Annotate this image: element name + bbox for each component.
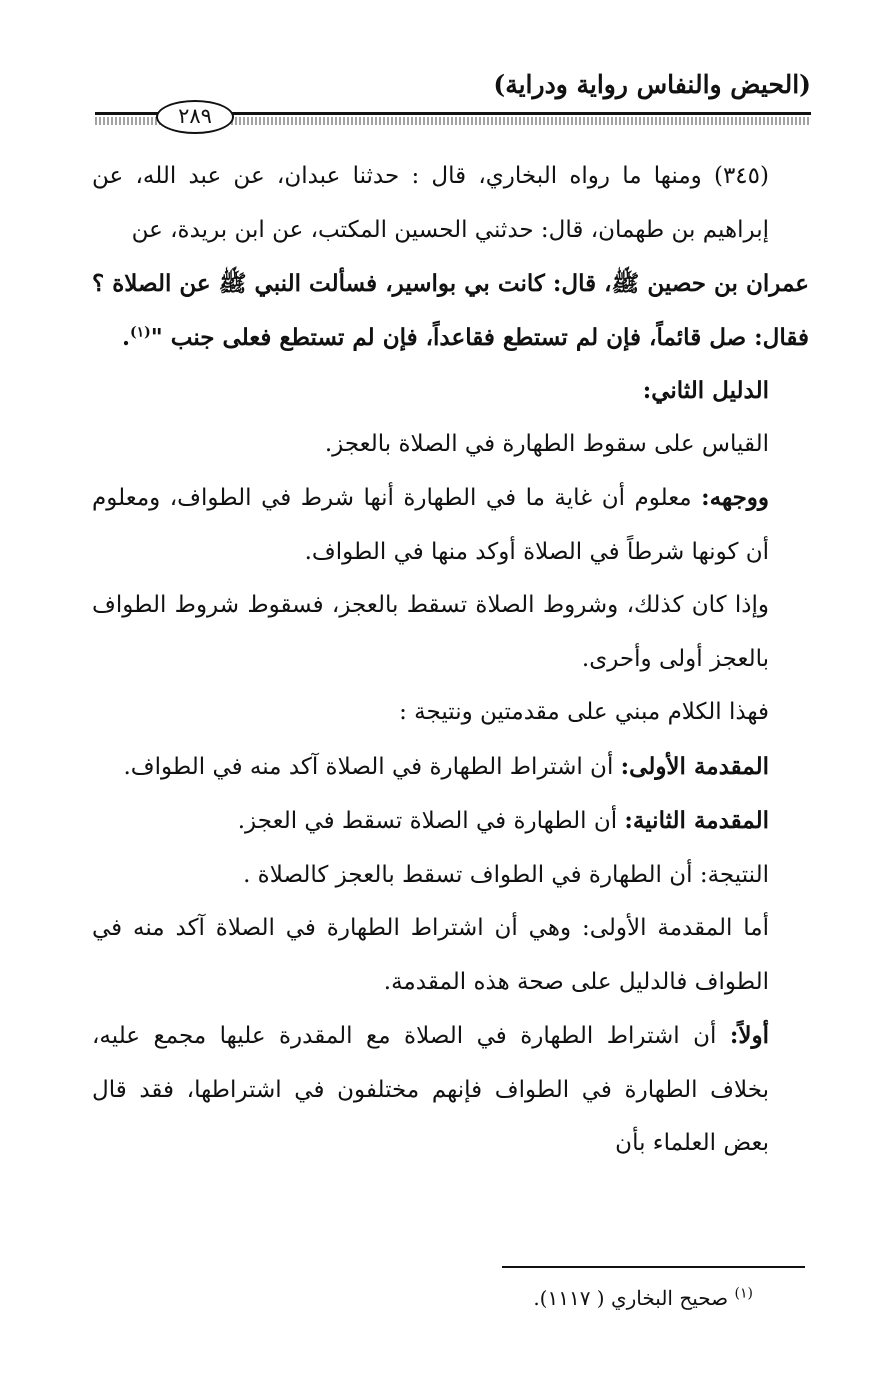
header-title: (الحيض والنفاس رواية ودراية)	[493, 70, 811, 99]
paragraph-premise-2: المقدمة الثانية: أن الطهارة في الصلاة تسقط في العجز.	[237, 807, 769, 834]
footnote-text: صحيح البخاري ( ١١١٧).	[533, 1286, 729, 1310]
footnote-rule	[502, 1266, 805, 1268]
footnote	[533, 1286, 753, 1310]
body-text	[92, 150, 809, 1171]
footnote-marker: (١)	[734, 1285, 753, 1302]
paragraph-premise-1: المقدمة الأولى: أن اشتراط الطهارة في الصلاة آكد منه في الطواف.	[123, 752, 769, 780]
page-number: ٢٨٩	[156, 100, 234, 134]
paragraph: أولاً: أن اشتراط الطهارة في الصلاة مع المقدرة عليها مجمع عليه، بخلاف الطهارة في الطواف فإنهم مختلفون في اشتراطها، فقد قال بعض العلماء بأن	[92, 1022, 769, 1156]
paragraph: وإذا كان كذلك، وشروط الصلاة تسقط بالعجز، فسقوط شروط الطواف بالعجز أولى وأحرى.	[92, 592, 769, 672]
paragraph: القياس على سقوط الطهارة في الصلاة بالعجز.	[324, 430, 769, 457]
paragraph-conclusion: النتيجة: أن الطهارة في الطواف تسقط بالعجز كالصلاة .	[243, 861, 769, 888]
paragraph: فهذا الكلام مبني على مقدمتين ونتيجة :	[399, 699, 769, 725]
section-heading: الدليل الثاني:	[642, 377, 769, 404]
paragraph: أما المقدمة الأولى: وهي أن اشتراط الطهارة في الصلاة آكد منه في الطواف فالدليل على صحة هذه المقدمة.	[92, 915, 769, 995]
footnote-ref[interactable]: (١)	[130, 323, 151, 340]
paragraph-hadith-chain: (٣٤٥) ومنها ما رواه البخاري، قال : حدثنا عبدان، عن عبد الله، عن إبراهيم بن طهمان، قال: حدثني الحسين المكتب، عن ابن بريدة، عن	[92, 163, 769, 243]
paragraph-hadith-text: عمران بن حصين ﷺ، قال: كانت بي بواسير، فسألت النبي ﷺ عن الصلاة ؟ فقال: صل قائماً، فإن لم تستطع فقاعداً، فإن لم تستطع فعلى جنب "$^{(١)}$.	[92, 270, 809, 351]
paragraph: ووجهه: معلوم أن غاية ما في الطهارة أنها شرط في الطواف، ومعلوم أن كونها شرطاً في الصلاة أوكد منها في الطواف.	[92, 484, 769, 565]
